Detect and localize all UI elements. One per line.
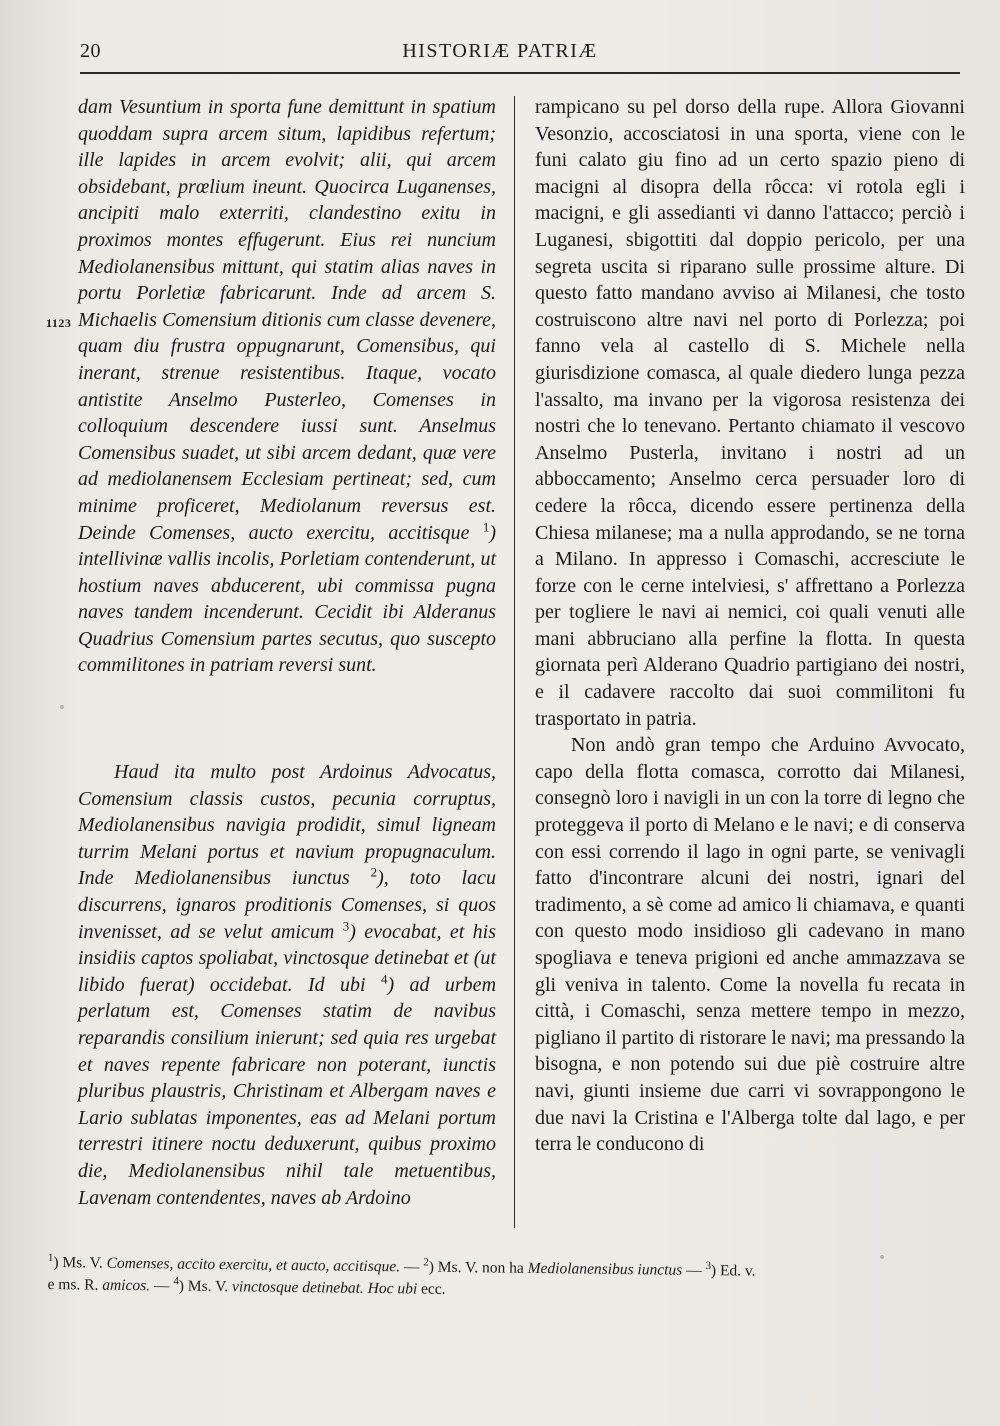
footnote-separator: — — [399, 1258, 424, 1276]
footnote-ref-3[interactable]: 3 — [342, 917, 350, 933]
footnote-number: 3 — [705, 1259, 712, 1272]
latin-text: ), toto lacu discurrens, ignaros proditionis Comenses, si quos invenisset, ad se velut amicum — [78, 867, 496, 943]
footnote-number: 1 — [47, 1251, 54, 1264]
footnote-number: 2 — [423, 1256, 429, 1269]
latin-text: ) ad urbem perlatum est, Comenses statim de navibus reparandis consilium inierunt; sed quia res urgebat et naves repente fabricare non poterant, iunctis pluribus plaustris, Christinam et Albergam naves e Lario sublatas imponentes, eas ad Melani portum terrestri itinere noctu deduxerunt, quibus proximo die, Mediolanensibus nihil tale metuentibus, Lavenam contendentes, naves ab Ardoino — [78, 973, 497, 1209]
footnote-number: 4 — [173, 1275, 179, 1288]
latin-text: ) evocabat, et his insidiis captos spoliabat, vinctosque detinebat et (ut libido fuerat) occidebat. Id ubi — [78, 920, 497, 996]
footnote-separator: — — [682, 1261, 706, 1280]
footnote-text: Mediolanensibus iunctus — [527, 1259, 683, 1279]
italian-paragraph-1: rampicano su pel dorso della rupe. Allora Giovanni Vesonzio, accosciatosi in una sporta, viene con le funi calato giu fino ad un certo spazio pieno di macigni al disopra della rôcca: vi rotola egli i macigni, e gli assedianti vi danno l'attacco; perciò i Luganesi, sbigottiti dal doppio pericolo, per una segreta uscita si riparano sulle prossime alture. Di questo fatto mandano avviso ai Milanesi, che tosto costruiscono altre navi nel porto di Porlezza; poi fanno vela al castello di S. Michele nella giurisdizione comasca, al quale diedero lunga pezza l'assalto, ma invano per la vigorosa resistenza dei nostri che lo tenevano. Pertanto chiamato il vescovo Anselmo Pusterla, invitano i nostri ad un abboccamento; Anselmo cerca persuader loro di cedere la rôcca, dicendo essere pertinenza della Chiesa milanese; ma a nulla approdando, se ne torna a Milano. In appresso i Comaschi, accresciute le forze con le cerne intelviesi, s' affrettano a Porlezza per togliere le navi ai nemici, coi quali venuti alle mani abbruciano alla perfine la flotta. In questa giornata perì Alderano Quadrio partigiano dei nostri, e il cadavere raccolto dai suoi commilitoni fu trasportato in patria. — [535, 96, 965, 730]
latin-text: Haud ita multo post Ardoinus Advocatus, Comensium classis custos, pecunia corruptus, Mediolanensibus navigia prodidit, simul ligneam turrim Melani portus et navium propugnaculum. Inde Mediolanensibus iunctus — [78, 761, 496, 890]
latin-paragraph-1 — [78, 94, 496, 679]
page-number: 20 — [80, 40, 101, 62]
footnote-ref-1[interactable]: 1 — [482, 518, 490, 534]
paper-speck — [60, 705, 64, 709]
footnote-text: e ms. R. — [47, 1275, 103, 1294]
footnote-separator: — — [149, 1277, 174, 1295]
paragraph-gap — [78, 679, 496, 759]
latin-paragraph-2 — [78, 759, 496, 1211]
page-header — [0, 36, 1000, 76]
footnote-text: ) Ms. V. — [53, 1254, 107, 1272]
latin-column — [78, 94, 496, 1211]
footnote-text: ecc. — [417, 1280, 446, 1298]
column-divider — [514, 96, 515, 1228]
footnote-text: amicos. — [102, 1276, 151, 1295]
footnote-text: ) Ms. V. — [178, 1277, 233, 1296]
italian-paragraph-2: Non andò gran tempo che Arduino Avvocato, capo della flotta comasca, corrotto dai Milanesi, consegnò loro i navigli in un con la torre di legno che proteggeva il porto di Melano e le navi; e di conserva con essi correndo il lago in ogni parte, se venivagli fatto d'incontrare alcuni dei nostri, ignari del tradimento, a sè come ad amico li chiamava, e quanti con questo modo insidioso gli cadevano in mano spogliava e teneva prigioni ed anche ammazzava se gli veniva in talento. Come la novella fu recata in città, i Comaschi, senza mettere tempo in mezzo, pigliano il partito di ristorare le navi; ma pressando la bisogna, e non potendo sui due piè costruire altre navi, giunti insieme due carri vi sovrappongono le due navi la Cristina e l'Alberga tolte dal lago, e per terra le conducono di — [535, 734, 965, 1156]
footnote-text: ) Ed. v. — [710, 1262, 756, 1280]
italian-column — [535, 94, 965, 1158]
footnote-text: ) Ms. V. non ha — [428, 1258, 528, 1277]
footnote-text: Comenses, accito exercitu, et aucto, accitisque. — [106, 1254, 401, 1276]
footnote-text: vinctosque detinebat. Hoc ubi — [232, 1278, 418, 1298]
latin-text: ) intellivinæ vallis incolis, Porletiam contenderunt, ut hostium naves abducerent, ubi commissa pugna naves tandem incenderunt. Cecidit ibi Alderanus Quadrius Comensium partes secutus, quo suscepto commilitones in patriam reversi sunt. — [78, 521, 496, 677]
footnote-ref-4[interactable]: 4 — [380, 971, 388, 987]
header-rule — [80, 72, 960, 74]
latin-text: dam Vesuntium in sporta fune demittunt in spatium quoddam supra arcem situm, lapidibus refertum; ille lapides in arcem evolvit; alii, qui arcem obsidebant, prœlium ineunt. Quocirca Luganenses, ancipiti malo exterriti, clandestino exitu in proximos montes effugerunt. Eius rei nuncium Mediolanensibus mittunt, qui statim alias naves in portu Porletiæ fabricarunt. Inde ad arcem S. Michaelis Comensium ditionis cum classe devenere, quam diu frustra oppugnarunt, Comensibus, qui inerant, strenue resistentibus. Itaque, vocato antistite Anselmo Pusterleo, Comenses in colloquium descendere iussi sunt. Anselmus Comensibus suadet, ut sibi arcem dedant, quæ vere ad mediolanensem Ecclesiam pertineat; sed, cum minime proficeret, Mediolanum reversus est. Deinde Comenses, aucto exercitu, accitisque — [78, 96, 496, 544]
margin-year-note: 1123 — [46, 316, 72, 330]
running-title: HISTORIÆ PATRIÆ — [402, 40, 598, 62]
footnotes — [47, 1252, 959, 1307]
footnote-ref-2[interactable]: 2 — [370, 864, 378, 880]
paper-speck — [880, 1255, 884, 1259]
